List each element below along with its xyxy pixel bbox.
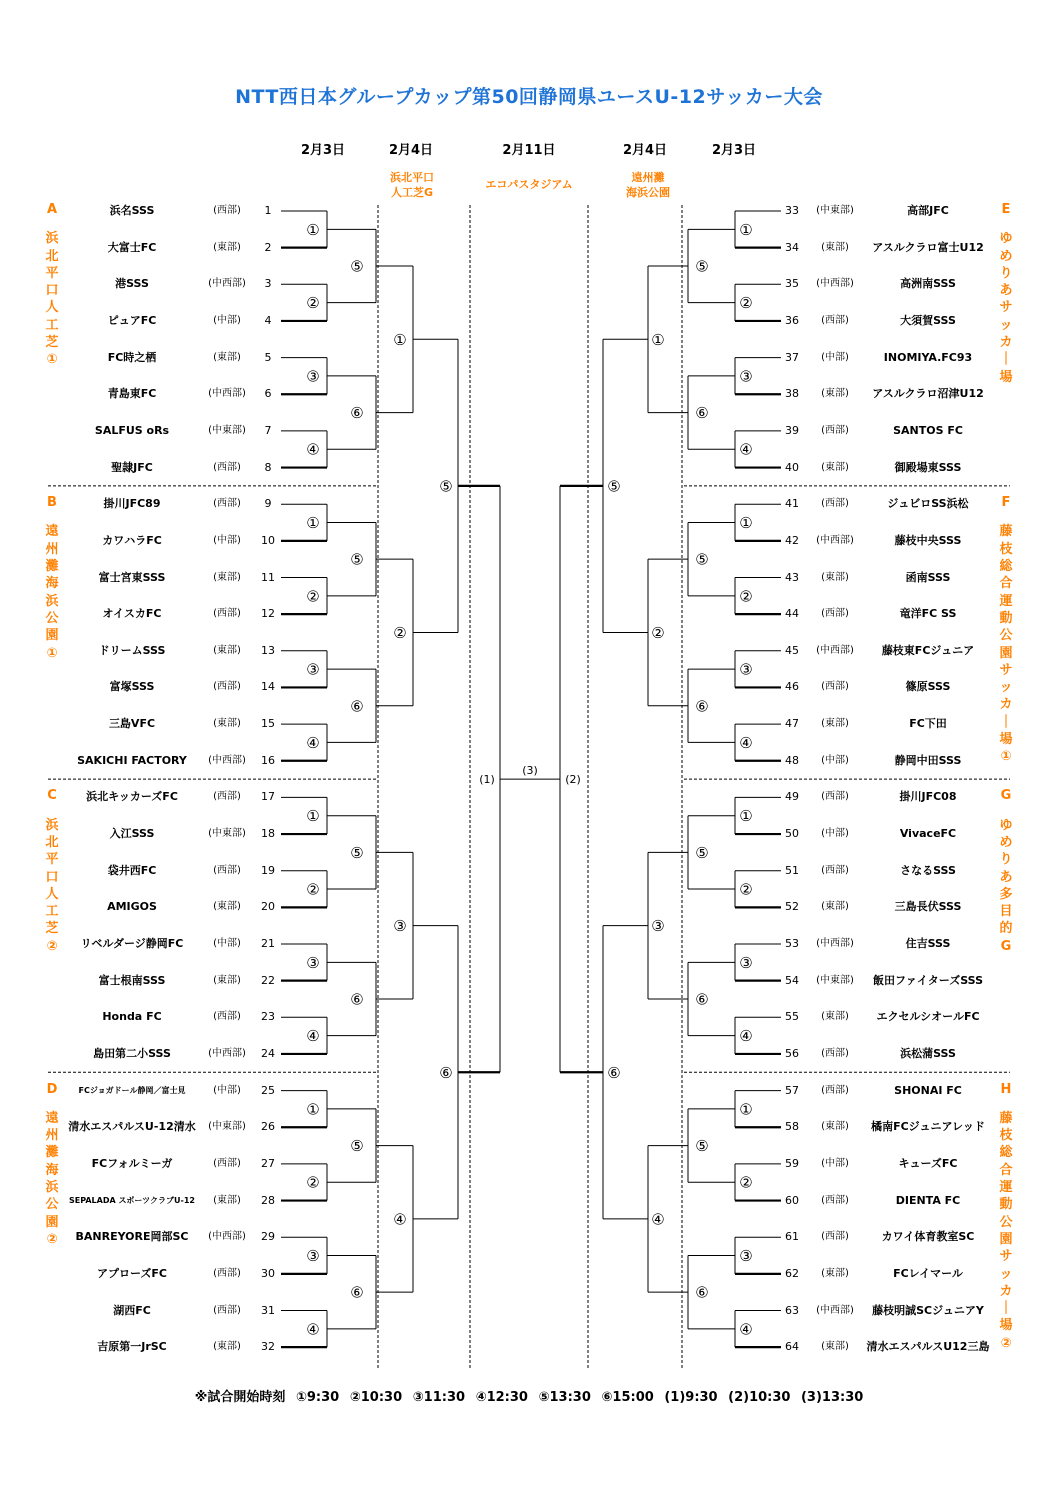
left-r1-match-label: ③ — [306, 367, 320, 386]
team-region: (西部) — [213, 461, 241, 473]
team-number: 53 — [785, 937, 799, 950]
block-letter: B — [47, 495, 57, 511]
team-name: FCフォルミーガ — [91, 1156, 173, 1170]
team-region: (中西部) — [816, 534, 854, 546]
team-number: 33 — [785, 204, 799, 217]
team-name: 清水エスパルスU12三島 — [866, 1340, 990, 1354]
team-region: (東部) — [213, 644, 241, 656]
team-name: 富士宮東SSS — [98, 570, 166, 584]
team-name: エクセルシオールFC — [876, 1010, 980, 1024]
right-r1-match-label: ② — [739, 880, 753, 899]
team-number: 26 — [261, 1120, 275, 1134]
date-left-round2: 2月4日 — [388, 143, 434, 158]
team-name: 高洲南SSS — [900, 277, 956, 291]
right-r1-match-label: ③ — [739, 367, 753, 386]
team-name: 入江SSS — [109, 827, 155, 841]
team-number: 12 — [261, 607, 275, 621]
left-r2-match-label: ⑤ — [350, 843, 364, 862]
block-venue: 藤 枝 総 合 運 動 公 園 サ ッ カ ｜ 場 ② — [999, 1110, 1013, 1351]
team-number: 36 — [785, 313, 799, 327]
team-region: (中部) — [821, 1157, 849, 1169]
team-name: 御殿場東SSS — [894, 460, 962, 474]
team-number: 43 — [785, 570, 799, 584]
team-region: (西部) — [821, 1231, 849, 1243]
left-r3-match-label: ① — [393, 330, 407, 349]
left-r2-match-label: ⑥ — [350, 697, 364, 716]
team-name: ピュアFC — [107, 313, 157, 327]
team-name: アプローズFC — [96, 1266, 168, 1280]
team-name: 竜洋FC SS — [899, 607, 957, 621]
team-number: 57 — [785, 1083, 799, 1097]
team-number: 56 — [785, 1046, 799, 1060]
team-number: 6 — [264, 387, 272, 401]
footer-lead: ※試合開始時刻 — [194, 1390, 286, 1405]
team-region: (中西部) — [816, 644, 854, 656]
team-number: 27 — [261, 1156, 275, 1170]
team-name: 橘南FCジュニアレッド — [871, 1120, 985, 1134]
team-name: 聖隷JFC — [111, 460, 153, 474]
team-region: (西部) — [213, 864, 241, 876]
team-name: SEPALADA スポーツクラブU-12 — [68, 1195, 195, 1205]
team-region: (東部) — [821, 1121, 849, 1133]
left-r1-match-label: ③ — [306, 660, 320, 679]
team-region: (中部) — [213, 938, 241, 949]
footer-time: (3)13:30 — [800, 1390, 864, 1405]
team-name: FCレイマール — [893, 1266, 963, 1280]
semifinal-left-label: (1) — [479, 773, 495, 786]
footer-time: ③11:30 — [412, 1390, 466, 1405]
team-region: (中西部) — [816, 1304, 854, 1316]
team-number: 37 — [785, 350, 799, 364]
team-region: (東部) — [821, 901, 849, 913]
left-r2-match-label: ⑤ — [350, 550, 364, 569]
team-name: 大須賀SSS — [900, 313, 956, 327]
left-r1-match-label: ④ — [306, 733, 320, 752]
left-r2-match-label: ⑥ — [350, 990, 364, 1009]
team-number: 35 — [785, 277, 799, 291]
team-number: 15 — [261, 717, 275, 731]
team-region: (中東部) — [816, 974, 854, 986]
team-region: (中部) — [821, 828, 849, 840]
team-name: オイスカFC — [102, 607, 162, 621]
team-name: さなるSSS — [900, 863, 956, 877]
team-region: (西部) — [821, 424, 849, 436]
team-region: (西部) — [213, 205, 241, 216]
team-number: 17 — [261, 790, 275, 804]
team-region: (東部) — [213, 901, 241, 913]
right-r1-match-label: ① — [739, 514, 753, 533]
right-r2-match-label: ⑤ — [695, 1137, 709, 1156]
team-number: 51 — [785, 863, 799, 877]
team-region: (東部) — [213, 974, 241, 986]
team-name: 三島VFC — [108, 717, 156, 731]
team-name: SHONAI FC — [894, 1083, 962, 1097]
team-region: (中東部) — [208, 424, 246, 436]
team-name: アスルクラロ富士U12 — [872, 240, 984, 254]
team-region: (東部) — [821, 1267, 849, 1279]
team-number: 55 — [785, 1010, 799, 1024]
block-venue: ゆ め り あ サ ッ カ ｜ 場 — [999, 231, 1013, 385]
team-region: (西部) — [213, 498, 241, 510]
footer-time: ⑤13:30 — [538, 1390, 591, 1405]
team-name: 静岡中田SSS — [894, 753, 962, 767]
team-number: 44 — [785, 607, 799, 621]
team-number: 2 — [264, 240, 272, 254]
team-number: 23 — [261, 1010, 275, 1024]
team-name: 住吉SSS — [905, 937, 951, 950]
date-left-round1: 2月3日 — [300, 143, 346, 158]
team-number: 59 — [785, 1156, 799, 1170]
team-region: (中西部) — [816, 938, 854, 949]
team-number: 48 — [785, 753, 799, 767]
team-number: 22 — [261, 973, 275, 987]
team-region: (東部) — [821, 461, 849, 473]
team-number: 49 — [785, 790, 799, 804]
team-number: 16 — [261, 753, 275, 767]
team-number: 21 — [261, 937, 275, 950]
right-r2-match-label: ⑥ — [695, 1283, 709, 1302]
team-name: リベルダージ静岡FC — [80, 937, 184, 950]
left-r1-match-label: ① — [306, 514, 320, 533]
team-number: 11 — [261, 570, 275, 584]
footer-time: (2)10:30 — [728, 1390, 791, 1405]
team-name: 篠原SSS — [905, 680, 951, 694]
team-region: (中部) — [821, 754, 849, 766]
left-r3-match-label: ④ — [393, 1210, 407, 1229]
right-r4-match-label: ⑥ — [607, 1063, 621, 1082]
team-region: (中西部) — [208, 754, 246, 766]
team-region: (中西部) — [208, 278, 246, 290]
team-name: ジュビロSS浜松 — [887, 497, 969, 511]
block-venue: 浜 北 平 口 人 工 芝 ① — [45, 231, 59, 368]
team-name: 清水エスパルスU-12清水 — [68, 1120, 196, 1134]
team-region: (東部) — [821, 1341, 849, 1353]
team-region: (東部) — [821, 241, 849, 253]
team-number: 50 — [785, 827, 799, 841]
team-name: Honda FC — [102, 1010, 162, 1024]
team-region: (中東部) — [208, 828, 246, 840]
team-region: (西部) — [213, 1267, 241, 1279]
team-number: 62 — [785, 1266, 799, 1280]
team-number: 14 — [261, 680, 275, 694]
left-r1-match-label: ③ — [306, 1247, 320, 1266]
team-region: (中部) — [213, 314, 241, 326]
semifinal-right-label: (2) — [565, 773, 581, 786]
team-name: FC時之栖 — [107, 350, 157, 364]
team-region: (東部) — [821, 1011, 849, 1023]
team-number: 28 — [261, 1193, 275, 1207]
team-number: 40 — [785, 460, 799, 474]
team-number: 5 — [264, 350, 272, 364]
team-name: 飯田ファイターズSSS — [872, 973, 983, 987]
right-r1-match-label: ③ — [739, 660, 753, 679]
team-number: 18 — [261, 827, 275, 841]
team-number: 19 — [261, 863, 275, 877]
block-letter: F — [1001, 495, 1011, 511]
team-number: 3 — [264, 277, 272, 291]
team-number: 61 — [785, 1230, 799, 1244]
venue-left: 浜北平口 人工芝G — [390, 171, 434, 199]
right-r1-match-label: ① — [739, 220, 753, 239]
right-r3-match-label: ② — [651, 623, 665, 642]
date-right-round2: 2月4日 — [622, 143, 668, 158]
left-r3-match-label: ③ — [393, 917, 407, 936]
team-region: (東部) — [213, 1341, 241, 1353]
right-r3-match-label: ① — [651, 330, 665, 349]
team-number: 7 — [264, 423, 272, 437]
team-region: (西部) — [213, 608, 241, 620]
team-region: (東部) — [821, 388, 849, 400]
right-r1-match-label: ④ — [739, 440, 753, 459]
team-number: 45 — [785, 643, 799, 657]
right-r1-match-label: ② — [739, 587, 753, 606]
team-number: 8 — [264, 460, 272, 474]
team-name: ドリームSSS — [98, 643, 166, 657]
team-region: (西部) — [821, 1084, 849, 1096]
date-right-round1: 2月3日 — [711, 143, 757, 158]
team-number: 46 — [785, 680, 799, 694]
block-venue: 藤 枝 総 合 運 動 公 園 サ ッ カ ｜ 場 ① — [999, 524, 1013, 765]
team-region: (中東部) — [816, 205, 854, 216]
right-r2-match-label: ⑥ — [695, 990, 709, 1009]
team-region: (中東部) — [208, 1121, 246, 1133]
team-region: (中西部) — [208, 1047, 246, 1059]
block-venue: 遠 州 灘 海 浜 公 園 ① — [45, 524, 59, 661]
team-name: BANREYORE岡部SC — [75, 1230, 189, 1244]
team-name: 大富士FC — [107, 240, 157, 254]
team-name: 袋井西FC — [107, 863, 157, 877]
team-number: 29 — [261, 1230, 275, 1244]
team-region: (東部) — [821, 571, 849, 583]
block-letter: G — [1000, 788, 1012, 804]
block-letter: A — [46, 202, 58, 217]
left-r4-match-label: ⑥ — [439, 1063, 453, 1082]
left-r1-match-label: ② — [306, 880, 320, 899]
team-number: 24 — [261, 1046, 275, 1060]
block-venue: 浜 北 平 口 人 工 芝 ② — [45, 817, 59, 954]
team-number: 9 — [264, 497, 272, 511]
team-region: (中西部) — [208, 388, 246, 400]
left-r2-match-label: ⑥ — [350, 404, 364, 423]
left-r1-match-label: ① — [306, 807, 320, 826]
team-region: (西部) — [213, 791, 241, 803]
team-name: DIENTA FC — [895, 1193, 961, 1207]
right-r2-match-label: ⑤ — [695, 257, 709, 276]
team-number: 58 — [785, 1120, 799, 1134]
right-r4-match-label: ⑤ — [607, 477, 621, 496]
team-number: 1 — [264, 204, 272, 217]
team-region: (中部) — [213, 534, 241, 546]
team-name: 浜名SSS — [109, 204, 155, 217]
left-r1-match-label: ① — [306, 1100, 320, 1119]
team-region: (西部) — [821, 791, 849, 803]
block-venue: ゆ め り あ 多 目 的 G — [999, 817, 1013, 954]
team-region: (中西部) — [208, 1231, 246, 1243]
team-number: 31 — [261, 1303, 275, 1317]
venue-right: 遠州灘 海浜公園 — [626, 171, 670, 199]
right-r2-match-label: ⑤ — [695, 843, 709, 862]
team-name: 浜北キッカーズFC — [86, 790, 178, 804]
team-name: 三島長伏SSS — [894, 900, 962, 914]
team-number: 13 — [261, 643, 275, 657]
team-name: 港SSS — [115, 277, 149, 291]
team-region: (西部) — [213, 1304, 241, 1316]
left-r2-match-label: ⑤ — [350, 1137, 364, 1156]
team-name: 富塚SSS — [109, 680, 155, 694]
team-region: (西部) — [213, 681, 241, 693]
team-name: SAKICHI FACTORY — [77, 753, 187, 767]
team-region: (東部) — [821, 718, 849, 730]
team-name: AMIGOS — [107, 900, 157, 914]
team-name: キューズFC — [898, 1156, 958, 1170]
right-r1-match-label: ④ — [739, 733, 753, 752]
team-number: 32 — [261, 1340, 275, 1354]
left-r2-match-label: ⑤ — [350, 257, 364, 276]
team-name: 青島東FC — [107, 387, 157, 401]
left-r1-match-label: ④ — [306, 1027, 320, 1046]
team-region: (西部) — [821, 1194, 849, 1206]
team-region: (西部) — [821, 314, 849, 326]
left-r1-match-label: ② — [306, 294, 320, 313]
right-r3-match-label: ④ — [651, 1210, 665, 1229]
team-number: 54 — [785, 973, 799, 987]
footer-time: ④12:30 — [475, 1390, 528, 1405]
block-letter: H — [1000, 1081, 1012, 1097]
team-name: 吉原第一JrSC — [97, 1340, 167, 1354]
team-name: FCジョガドール静岡／富士見 — [78, 1085, 186, 1095]
footer-time: ⑥15:00 — [601, 1390, 654, 1405]
team-number: 38 — [785, 387, 799, 401]
team-region: (東部) — [213, 571, 241, 583]
team-number: 64 — [785, 1340, 799, 1354]
team-name: カワイ体育教室SC — [881, 1230, 975, 1244]
team-number: 10 — [261, 533, 275, 547]
team-number: 42 — [785, 533, 799, 547]
team-name: 湖西FC — [113, 1303, 151, 1317]
team-number: 47 — [785, 717, 799, 731]
right-r1-match-label: ④ — [739, 1320, 753, 1339]
right-r2-match-label: ⑤ — [695, 550, 709, 569]
team-name: SANTOS FC — [893, 423, 963, 437]
footer-time: ①9:30 — [295, 1390, 340, 1405]
team-name: アスルクラロ沼津U12 — [872, 387, 984, 401]
team-name: 掛川JFC08 — [899, 790, 957, 804]
team-number: 52 — [785, 900, 799, 914]
team-region: (西部) — [821, 608, 849, 620]
team-number: 20 — [261, 900, 275, 914]
team-region: (西部) — [213, 1011, 241, 1023]
team-region: (中西部) — [816, 278, 854, 290]
left-r3-match-label: ② — [393, 623, 407, 642]
right-r1-match-label: ① — [739, 1100, 753, 1119]
team-name: SALFUS oRs — [94, 423, 170, 437]
team-number: 4 — [264, 313, 272, 327]
left-r1-match-label: ① — [306, 220, 320, 239]
left-r1-match-label: ④ — [306, 440, 320, 459]
block-letter: E — [1001, 202, 1011, 217]
team-region: (西部) — [821, 864, 849, 876]
footer-time: (1)9:30 — [664, 1390, 718, 1405]
team-region: (西部) — [821, 681, 849, 693]
left-r4-match-label: ⑤ — [439, 477, 453, 496]
team-region: (東部) — [213, 351, 241, 363]
left-r1-match-label: ② — [306, 1173, 320, 1192]
right-r2-match-label: ⑥ — [695, 697, 709, 716]
team-name: 高部JFC — [907, 204, 949, 217]
team-name: 藤枝東FCジュニア — [881, 643, 975, 657]
team-name: VivaceFC — [899, 827, 957, 841]
team-number: 30 — [261, 1266, 275, 1280]
team-number: 60 — [785, 1193, 799, 1207]
right-r1-match-label: ② — [739, 294, 753, 313]
team-name: 島田第二小SSS — [93, 1046, 171, 1060]
team-region: (東部) — [213, 1194, 241, 1206]
team-name: 富士根南SSS — [98, 973, 166, 987]
footer-time: ②10:30 — [349, 1390, 403, 1405]
team-region: (東部) — [213, 241, 241, 253]
team-number: 25 — [261, 1083, 275, 1097]
right-r2-match-label: ⑥ — [695, 404, 709, 423]
final-label: (3) — [522, 764, 538, 777]
right-r1-match-label: ③ — [739, 953, 753, 972]
team-number: 34 — [785, 240, 799, 254]
team-region: (東部) — [213, 718, 241, 730]
team-number: 63 — [785, 1303, 799, 1317]
team-number: 39 — [785, 423, 799, 437]
right-r1-match-label: ① — [739, 807, 753, 826]
left-r1-match-label: ④ — [306, 1320, 320, 1339]
page-title: NTT西日本グループカップ第50回静岡県ユースU-12サッカー大会 — [235, 86, 823, 108]
team-region: (西部) — [213, 1157, 241, 1169]
date-final: 2月11日 — [502, 143, 556, 158]
team-name: 函南SSS — [905, 570, 951, 584]
left-r1-match-label: ② — [306, 587, 320, 606]
start-times-footer — [0, 1386, 1058, 1405]
team-name: INOMIYA.FC93 — [883, 350, 973, 364]
team-region: (中部) — [213, 1084, 241, 1096]
right-r1-match-label: ④ — [739, 1027, 753, 1046]
left-r1-match-label: ③ — [306, 953, 320, 972]
team-name: FC下田 — [909, 717, 947, 731]
block-letter: D — [46, 1081, 58, 1097]
team-name: 掛川JFC89 — [103, 497, 161, 511]
venue-center: エコパスタジアム — [485, 178, 573, 191]
block-letter: C — [47, 788, 57, 804]
team-region: (西部) — [821, 1047, 849, 1059]
team-name: カワハラFC — [102, 533, 162, 547]
team-name: 藤枝中央SSS — [894, 533, 962, 547]
team-region: (中部) — [821, 351, 849, 363]
team-number: 41 — [785, 497, 799, 511]
team-name: 藤枝明誠SCジュニアY — [872, 1303, 984, 1317]
right-r3-match-label: ③ — [651, 917, 665, 936]
left-r2-match-label: ⑥ — [350, 1283, 364, 1302]
right-r1-match-label: ③ — [739, 1247, 753, 1266]
block-venue: 遠 州 灘 海 浜 公 園 ② — [45, 1110, 59, 1247]
team-name: 浜松蒲SSS — [900, 1046, 956, 1060]
right-r1-match-label: ② — [739, 1173, 753, 1192]
team-region: (西部) — [821, 498, 849, 510]
